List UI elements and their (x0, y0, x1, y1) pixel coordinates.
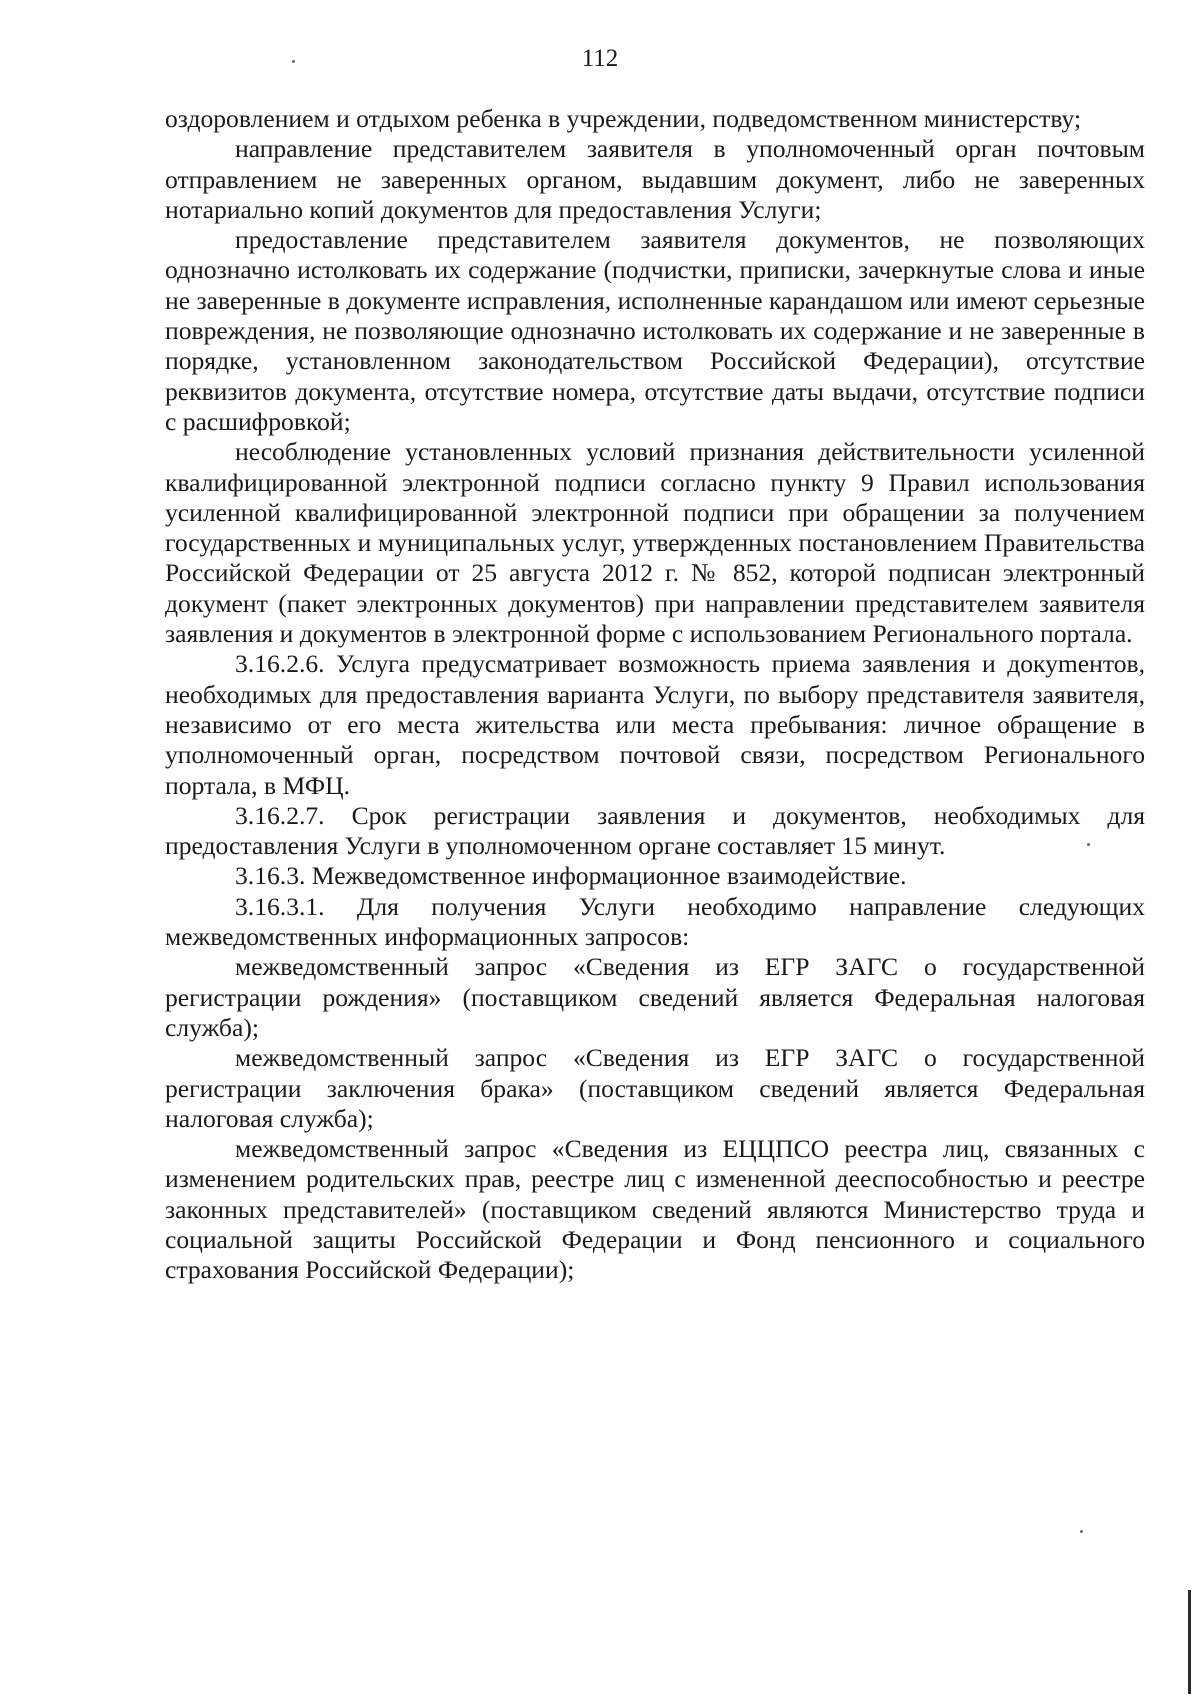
scan-speck (292, 60, 295, 63)
paragraph-3-16-3: 3.16.3. Межведомственное информационное взаимодействие. (235, 861, 907, 891)
paragraph-postal-submission: направление представителем заявителя в уполномоченный орган почтовым отправлением не заверенных органом, выдавшим документ, либо не заверенных нотариально копий документов для предоставления Услуги; (165, 134, 1145, 224)
paragraph-request-marriage-registration: межведомственный запрос «Сведения из ЕГР ЗАГС о государственной регистрации заключения брака» (поставщиком сведений является Федеральная налоговая служба); (165, 1043, 1145, 1133)
page-number: 112 (581, 45, 619, 72)
paragraph-electronic-signature: несоблюдение установленных условий признания действительности усиленной квалифицированной электронной подписи согласно пункту 9 Правил использования усиленной квалифицированной электронной подписи при обращении за получением государственных и муниципальных услуг, утвержденных постановлением Правительства Российской Федерации от 25 августа 2012 г. № 852, которой подписан электронный документ (пакет электронных документов) при направлении представителем заявителя заявления и документов в электронной форме с использованием Регионального портала. (165, 437, 1145, 649)
scan-speck (1087, 843, 1090, 846)
paragraph-3-16-3-1: 3.16.3.1. Для получения Услуги необходимо направление следующих межведомственных информационных запросов: (165, 891, 1145, 952)
paragraph-request-birth-registration: межведомственный запрос «Сведения из ЕГР ЗАГС о государственной регистрации рождения» (поставщиком сведений является Федеральная налоговая служба); (165, 952, 1145, 1042)
paragraph-3-16-2-6: 3.16.2.6. Услуга предусматривает возможность приема заявления и докуmентов, необходимых для предоставления варианта Услуги, по выбору представителя заявителя, независимо от его места жительства или места пребывания: личное обращение в уполномоченный орган, посредством почтовой связи, посредством Регионального портала, в МФЦ. (165, 649, 1145, 800)
scan-speck (1080, 1530, 1083, 1533)
document-body (165, 104, 1145, 1286)
scan-edge-mark (1188, 1590, 1191, 1694)
paragraph-documents-ambiguity: предоставление представителем заявителя документов, не позволяющих однозначно истолковать их содержание (подчистки, приписки, зачеркнутые слова и иные не заверенные в документе исправления, исполненные карандашом или имеют серьезные повреждения, не позволяющие однозначно истолковать их содержание и не заверенные в порядке, установленном законодательством Российской Федерации), отсутствие реквизитов документа, отсутствие номера, отсутствие даты выдачи, отсутствие подписи с расшифровкой; (165, 225, 1145, 436)
paragraph-continuation: оздоровлением и отдыхом ребенка в учреждении, подведомственном министерству; (165, 104, 1082, 133)
paragraph-3-16-2-7: 3.16.2.7. Срок регистрации заявления и документов, необходимых для предоставления Услуги в уполномоченном органе составляет 15 минут. (165, 800, 1145, 861)
paragraph-request-parental-rights-registry: межведомственный запрос «Сведения из ЕЦЦПСО реестра лиц, связанных с изменением родительских прав, реестре лиц с измененной дееспособностью и реестре законных представителей» (поставщиком сведений являются Министерство труда и социальной защиты Российской Федерации и Фонд пенсионного и социального страхования Российской Федерации); (165, 1134, 1145, 1285)
